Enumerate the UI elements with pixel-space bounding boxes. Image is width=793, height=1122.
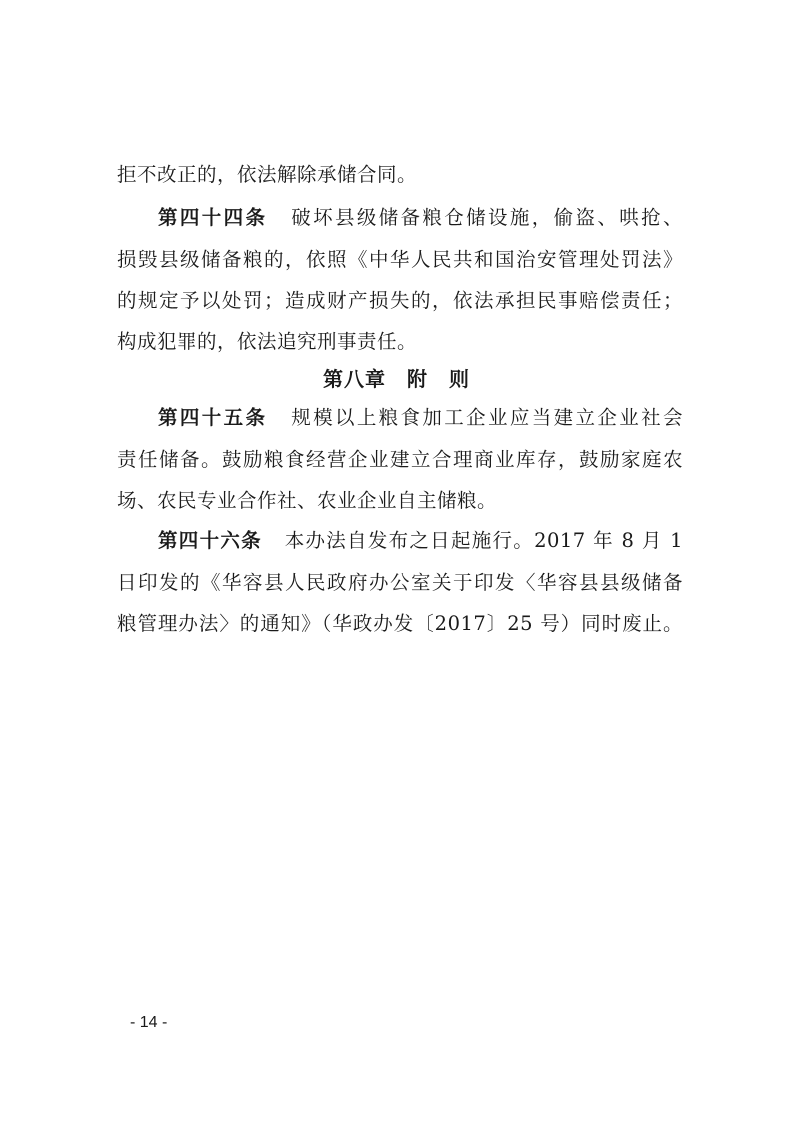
- article-45-text: 规模以上粮食加工企业应当建立企业社会: [289, 406, 683, 429]
- article-45-line-1: [158, 403, 683, 433]
- article-46-line-2: 日印发的《华容县人民政府办公室关于印发〈华容县县级储备: [117, 571, 683, 594]
- paragraph-line: 拒不改正的，依法解除承储合同。: [117, 163, 418, 186]
- article-46-line-3: 粮管理办法〉的通知》（华政办发〔2017〕25 号）同时废止。: [117, 612, 683, 635]
- article-44-line-4: 构成犯罪的，依法追究刑事责任。: [117, 330, 418, 353]
- page-number: - 14 -: [130, 1014, 168, 1031]
- article-46-heading: 第四十六条: [158, 529, 262, 552]
- chapter-title: 第八章 附 则: [323, 367, 470, 391]
- article-44-line-2: 损毁县级储备粮的，依照《中华人民共和国治安管理处罚法》: [117, 248, 683, 271]
- article-46-text: 本办法自发布之日起施行。2017 年 8 月 1: [283, 529, 683, 552]
- article-45-line-3: 场、农民专业合作社、农业企业自主储粮。: [117, 489, 498, 512]
- article-44-line-3: 的规定予以处罚；造成财产损失的，依法承担民事赔偿责任；: [117, 289, 683, 312]
- article-45-line-2: 责任储备。鼓励粮食经营企业建立合理商业库存，鼓励家庭农: [117, 448, 683, 471]
- article-44-line-1: [158, 203, 683, 233]
- article-44-heading: 第四十四条: [158, 206, 268, 229]
- article-44-text: 破坏县级储备粮仓储设施，偷盗、哄抢、: [289, 206, 683, 229]
- article-46-line-1: [158, 526, 683, 556]
- article-45-heading: 第四十五条: [158, 406, 268, 429]
